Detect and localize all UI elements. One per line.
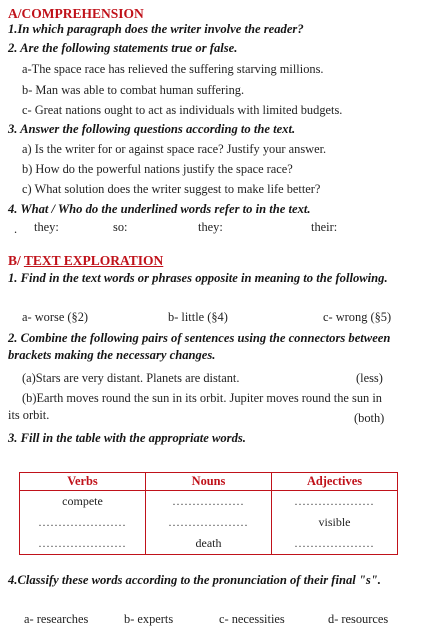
header-nouns: Nouns: [146, 473, 272, 491]
reference-word-they-1: they:: [34, 220, 59, 234]
reference-word-so: so:: [113, 220, 128, 234]
table-row: [20, 533, 398, 555]
header-adjectives: Adjectives: [272, 473, 398, 491]
cell-noun-blank: ..................: [146, 491, 272, 513]
cell-adjective-blank: ....................: [272, 491, 398, 513]
cell-verb-blank: ......................: [20, 533, 146, 555]
question-b2: 2. Combine the following pairs of sentences using the connectors between brackets making the necessary changes.: [8, 331, 391, 362]
classify-word-c: c- necessities: [219, 612, 285, 626]
combine-pair-a: (a)Stars are very distant. Planets are distant.: [22, 371, 240, 385]
section-a-title: A/COMPREHENSION: [8, 6, 144, 21]
opposite-item-c: c- wrong (§5): [323, 310, 392, 324]
table-row: [20, 512, 398, 533]
question-b1: 1. Find in the text words or phrases opposite in meaning to the following.: [8, 271, 388, 285]
question-a3-c: c) What solution does the writer suggest to make life better?: [22, 182, 321, 196]
statement-b: b- Man was able to combat human suffering.: [22, 83, 245, 97]
reference-word-they-2: they:: [198, 220, 223, 234]
table-row: [20, 491, 398, 513]
table-header-row: [20, 473, 398, 491]
question-a3-a: a) Is the writer for or against space race? Justify your answer.: [22, 142, 327, 156]
classify-word-a: a- researches: [24, 612, 89, 626]
question-a4: 4. What / Who do the underlined words refer to in the text.: [8, 202, 311, 216]
cell-adjective: visible: [272, 512, 398, 533]
classify-word-d: d- resources: [328, 612, 389, 626]
reference-word-their: their:: [311, 220, 338, 234]
question-b3: 3. Fill in the table with the appropriate words.: [8, 431, 246, 445]
header-verbs: Verbs: [20, 473, 146, 491]
classify-word-b: b- experts: [124, 612, 174, 626]
cell-verb: compete: [20, 491, 146, 513]
connector-both: (both): [354, 411, 385, 425]
bullet-dot: .: [14, 222, 18, 236]
word-forms-table: [19, 472, 398, 555]
question-a3: 3. Answer the following questions according to the text.: [8, 122, 296, 136]
section-b-title-text: TEXT EXPLORATION: [23, 253, 164, 268]
statement-c: c- Great nations ought to act as individuals with limited budgets.: [22, 103, 343, 117]
cell-noun: death: [146, 533, 272, 555]
cell-noun-blank: ....................: [146, 512, 272, 533]
connector-less: (less): [356, 371, 383, 385]
statement-a: a-The space race has relieved the suffering starving millions.: [22, 62, 324, 76]
cell-verb-blank: ......................: [20, 512, 146, 533]
opposite-item-b: b- little (§4): [168, 310, 228, 324]
section-b-prefix: B/: [8, 253, 24, 268]
question-a2: 2. Are the following statements true or false.: [8, 41, 238, 55]
question-a1: 1.In which paragraph does the writer involve the reader?: [8, 22, 304, 36]
cell-adjective-blank: ....................: [272, 533, 398, 555]
question-a3-b: b) How do the powerful nations justify the space race?: [22, 162, 293, 176]
opposite-item-a: a- worse (§2): [22, 310, 89, 324]
section-b-title: [8, 253, 163, 269]
combine-pair-b: (b)Earth moves round the sun in its orbit. Jupiter moves round the sun in its orbit.: [8, 391, 382, 422]
question-b4: 4.Classify these words according to the pronunciation of their final "s".: [8, 573, 381, 587]
